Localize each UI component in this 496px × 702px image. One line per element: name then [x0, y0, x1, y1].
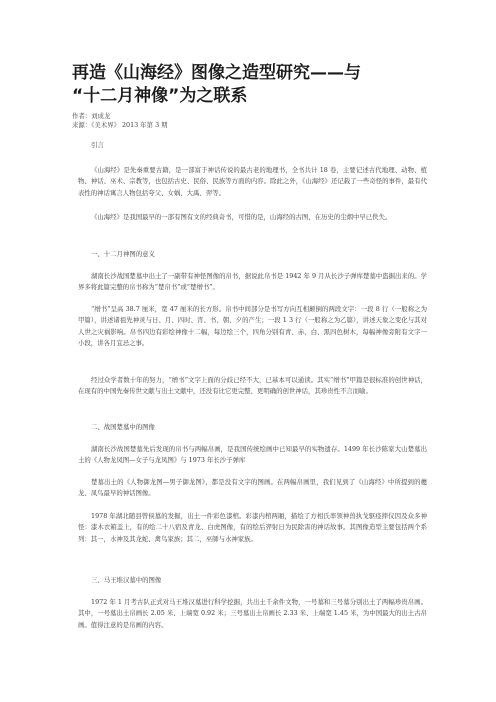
source-line: 来源：《美术界》 2013 年第 3 期 [72, 121, 168, 129]
paragraph: “缯书”呈高 38.7 厘米，宽 47 厘米的长方形。帛书中间部分是书写方向互相颠倒的两段文字：一段 8 行（一般称之为甲篇），讲述诸祖先神灵与日、月、四时、宵、书、朝、夕的产生；一段 1 3 行（一般称之为乙篇），讲述天象之变化与其对人世之灾祸影响。帛书四边有彩绘神像十二幅，每边绘三个，四角分别有青、赤、白、黑四色树木，每幅神像旁附有文字一小段，讲各月宜忌之事。 [78, 305, 427, 347]
section-heading: 三、马王堆汉墓中的图像 [91, 576, 162, 584]
paragraph: 《山海经》是我国最早的一部有图有文的经典奇书，可惜的是，山海经的古图，在历史的尘烟中早已佚失。 [91, 213, 392, 221]
paragraph: 《山海经》是先秦重要古籍，是一部富于神话传说的最古老的地理书，全书共计 18 卷，主要记述古代地理、动物、植物、神话、巫术、宗教等，也包括古史、民俗、民族等方面的内容。除此之外，《山海经》还记载了一些奇怪的事件，最有代表性的神话寓言人物包括夸父、女娲、大禹、羿等。 [78, 166, 427, 197]
paragraph: 1978 年湖北随县曾侯墓的发掘，出土一件彩色漆棺。彩漆内棺两厢，描绘了方相氏率领神兽执戈驱疫摔仪因及众多神怪：漆木衣箱盖上，有的绘二十八宿及青龙、白虎图像，有的绘后羿射日为民除害的神话故事。其图像造型主要包括两个系列：其一，水神及其龙蛇、禽鸟家族；其二，巫師与水神家族。 [78, 512, 427, 543]
intro-heading: 引言 [91, 141, 104, 149]
article-title [72, 62, 432, 108]
author-line: 作者：刘成龙 [72, 112, 111, 120]
section-heading: 二、战国楚墓中的图像 [91, 423, 155, 431]
paragraph: 经过众学者数十年的努力，“缯书”文字上面的分歧已经不大，已基本可以通读。其实“缯书”甲篇是很标准的创世神话，在现有的中国先秦传世文献与出土文献中，还没有比它更完整、更明确的创世神话，其珍贵性不言而喻。 [78, 376, 427, 396]
paragraph: 湖南长沙战国楚墓中出土了一副带有神怪图像的帛书，据说此帛书是 1942 年 9 月从长沙子弹库楚墓中盗掘出来的。学界多将此篇完整的帛书称为“楚帛书”或“楚缯书”。 [78, 272, 427, 292]
paragraph: 湖南长沙战国楚墓先后发现的帛书与两幅帛画，是我国传统绘画中已知最早的实物遗存。1499 年长沙陈家大山楚墓出土的《人物龙凤图—女子与龙凤图》与 1973 年长沙子弹库 [78, 445, 427, 465]
title-line-1: 再造《山海经》图像之造型研究——与 [72, 63, 361, 83]
title-line-2: “十二月神像”为之联系 [72, 86, 248, 106]
paragraph: 1972 年 1 月考古队正式对马王堆汉墓进行科学挖掘，共出土千余件文物，一号墓和三号墓分别出土了两幅珍贵帛画。其中，一号墓出土帛画长 2.05 米、上端宽 0.92 米；三号墓出土帛画长 2.33 米、上端宽 1.45 米，为中国最大的出土古帛画。值得注意的是帛画的内容。 [78, 598, 427, 629]
section-heading: 一、十二月神图的意义 [91, 250, 155, 258]
paragraph: 楚墓出土的《人物御龙图—男子御龙图》，都是没有文字的图画。在两幅帛画里，我们见到了《山海经》中所提到的夔龙、凤鸟最早的神话图像。 [78, 478, 427, 498]
